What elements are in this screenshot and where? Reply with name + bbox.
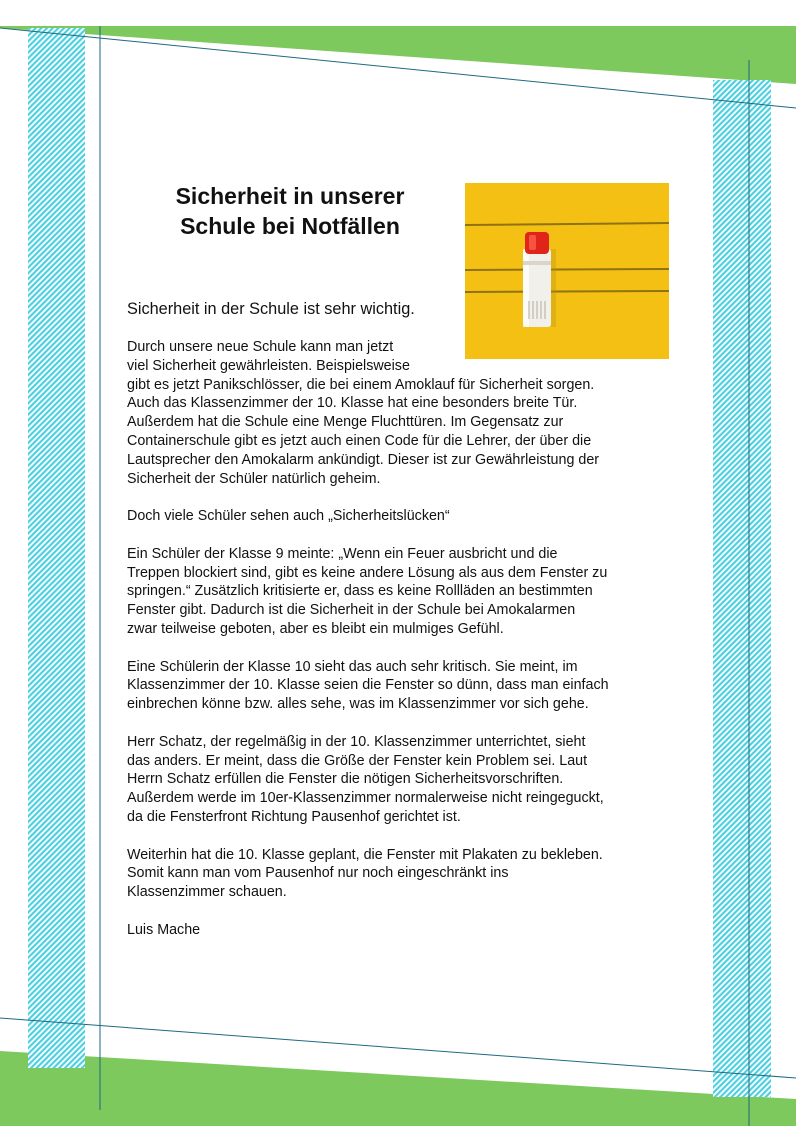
author-signature bbox=[127, 921, 687, 940]
title-line: Schule bei Notfällen bbox=[180, 213, 400, 239]
text-line: Herr Schatz, der regelmäßig in der 10. Klassenzimmer unterrichtet, sieht bbox=[127, 733, 586, 750]
text-line: Doch viele Schüler sehen auch „Sicherheitslücken“ bbox=[127, 508, 450, 525]
paragraph bbox=[127, 507, 687, 526]
top-green-band bbox=[0, 26, 796, 84]
text-line: Außerdem werde im 10er-Klassenzimmer normalerweise nicht reingeguckt, bbox=[127, 790, 604, 807]
paragraph bbox=[127, 733, 687, 827]
intro-sentence: Sicherheit in der Schule ist sehr wichtig. bbox=[127, 300, 415, 318]
left-hatched-stripe bbox=[28, 28, 85, 1068]
text-line: das anders. Er meint, dass die Größe der Fenster kein Problem sei. Laut bbox=[127, 752, 588, 769]
text-line: Herrn Schatz erfüllen die Fenster die nötigen Sicherheitsvorschriften. bbox=[127, 771, 564, 788]
text-line: Durch unsere neue Schule kann man jetzt bbox=[127, 339, 394, 355]
text-line: Außerdem hat die Schule eine Menge Fluchttüren. Im Gegensatz zur bbox=[127, 414, 564, 431]
text-line: einbrechen könne bzw. alles sehe, was im Klassenzimmer vor sich gehe. bbox=[127, 696, 589, 713]
right-hatched-stripe bbox=[713, 80, 771, 1097]
text-line: Eine Schülerin der Klasse 10 sieht das auch sehr kritisch. Sie meint, im bbox=[127, 658, 578, 675]
text-line: gibt es jetzt Panikschlösser, die bei einem Amoklauf für Sicherheit sorgen. bbox=[127, 376, 595, 393]
text-line: Fenster gibt. Dadurch ist die Sicherheit in der Schule bei Amokalarmen bbox=[127, 602, 576, 619]
title-line: Sicherheit in unserer bbox=[175, 183, 405, 209]
text-line: Klassenzimmer der 10. Klasse seien die Fenster so dünn, dass man einfach bbox=[127, 677, 609, 694]
text-line: Somit kann man vom Pausenhof nur noch eingeschränkt ins bbox=[127, 865, 509, 882]
author-name: Luis Mache bbox=[127, 921, 201, 938]
paragraph bbox=[127, 658, 687, 714]
text-line: Ein Schüler der Klasse 9 meinte: „Wenn ein Feuer ausbricht und die bbox=[127, 545, 558, 562]
text-line: Containerschule gibt es jetzt auch einen Code für die Lehrer, der über die bbox=[127, 432, 592, 449]
text-line: Treppen blockiert sind, gibt es keine andere Lösung als aus dem Fenster zu bbox=[127, 564, 608, 581]
text-line: springen.“ Zusätzlich kritisierte er, dass es keine Rollläden an bestimmten bbox=[127, 583, 593, 600]
text-line: zwar teilweise geboten, aber es bleibt ein mulmiges Gefühl. bbox=[127, 620, 504, 637]
text-line: viel Sicherheit gewährleisten. Beispielsweise bbox=[127, 357, 410, 374]
text-line: Lautsprecher den Amokalarm ankündigt. Dieser ist zur Gewährleistung der bbox=[127, 451, 600, 468]
text-line: Weiterhin hat die 10. Klasse geplant, die Fenster mit Plakaten zu bekleben. bbox=[127, 846, 603, 863]
paragraph bbox=[127, 846, 687, 902]
paragraph bbox=[127, 545, 687, 639]
text-line: Klassenzimmer schauen. bbox=[127, 884, 287, 901]
bottom-green-band bbox=[0, 1051, 796, 1126]
text-line: da die Fensterfront Richtung Pausenhof gerichtet ist. bbox=[127, 808, 461, 825]
article-body bbox=[127, 338, 687, 958]
article-title bbox=[128, 181, 452, 241]
alarm-siren-photo bbox=[465, 183, 669, 359]
text-line: Auch das Klassenzimmer der 10. Klasse hat eine besonders breite Tür. bbox=[127, 395, 578, 412]
paragraph bbox=[127, 338, 687, 488]
text-line: Sicherheit der Schüler natürlich geheim. bbox=[127, 470, 381, 487]
